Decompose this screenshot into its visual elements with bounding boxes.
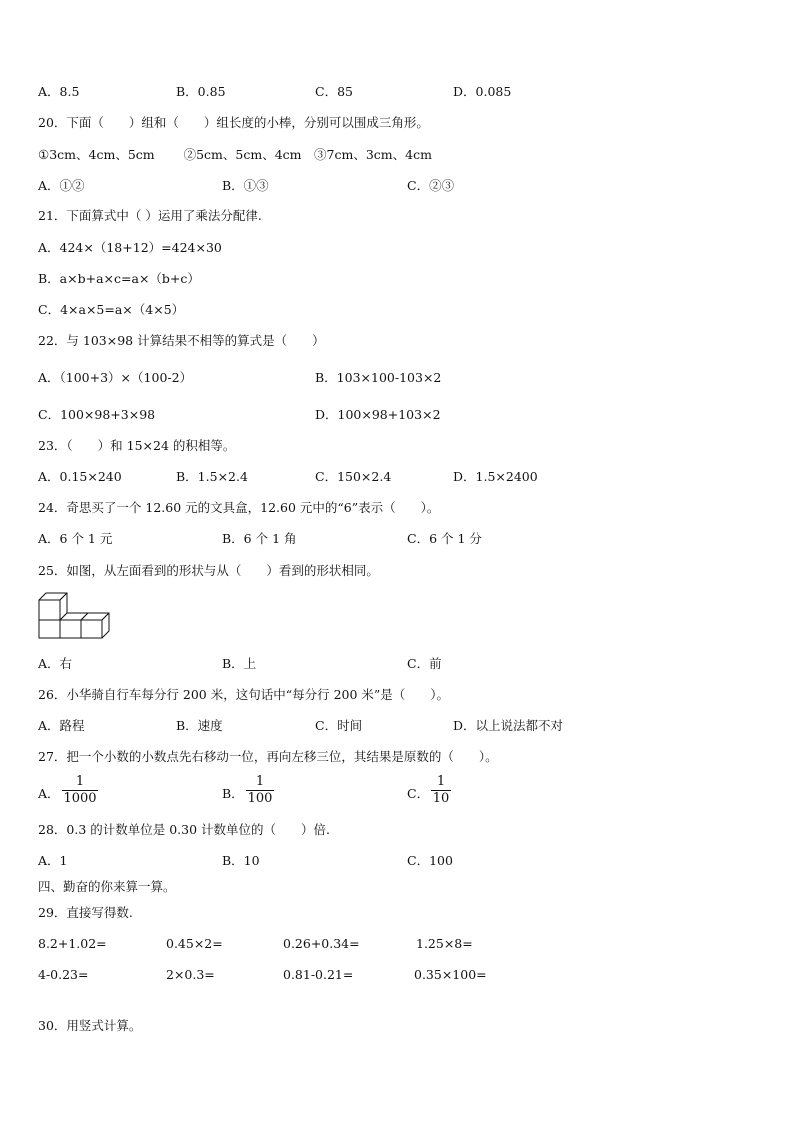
q29-problem: 0.35×100= (414, 967, 487, 982)
q27-option-b-fraction (246, 775, 274, 806)
fraction-denominator: 100 (247, 791, 273, 806)
q26-stem: 26．小华骑自行车每分行 200 米，这句话中“每分行 200 米”是（ ）。 (38, 687, 450, 702)
q21-option-b: B．a×b+a×c=a×（b+c） (38, 271, 200, 286)
cube-bottom-2 (60, 620, 81, 638)
q23-option-b: B．1.5×2.4 (176, 469, 248, 484)
q21-option-c: C．4×a×5=a×（4×5） (38, 302, 185, 317)
q23-option-a: A．0.15×240 (38, 469, 122, 484)
fraction-denominator: 10 (432, 791, 450, 806)
q24-option-a: A．6 个 1 元 (38, 531, 113, 546)
q20-groups: ①3cm、4cm、5cm ②5cm、5cm、4cm ③7cm、3cm、4cm (38, 147, 432, 162)
q27-option-a-fraction (62, 775, 98, 806)
q27-stem: 27．把一个小数的小数点先右移动一位，再向左移三位，其结果是原数的（ ）。 (38, 749, 498, 764)
q22-option-b: B．103×100-103×2 (315, 370, 442, 385)
q25-option-c: C．前 (407, 656, 442, 671)
q29-stem: 29．直接写得数. (38, 905, 133, 920)
q24-option-c: C．6 个 1 分 (407, 531, 482, 546)
q19-option-a: A．8.5 (38, 84, 80, 99)
q29-problem: 8.2+1.02= (38, 936, 107, 951)
q23-stem: 23．（ ）和 15×24 的积相等。 (38, 438, 236, 453)
q21-stem: 21．下面算式中（ ）运用了乘法分配律. (38, 208, 262, 223)
q29-problem: 1.25×8= (416, 936, 473, 951)
cube-bottom-1 (39, 620, 60, 638)
q23-option-d: D．1.5×2400 (453, 469, 538, 484)
cube-stack-figure (38, 592, 114, 640)
fraction-denominator: 1000 (63, 791, 97, 806)
q28-option-c: C．100 (407, 853, 453, 868)
q23-option-c: C．150×2.4 (315, 469, 392, 484)
q27-option-a-label: A． (38, 786, 60, 801)
q22-stem: 22．与 103×98 计算结果不相等的算式是（ ） (38, 333, 325, 348)
q20-option-b: B．①③ (222, 178, 269, 193)
q20-option-a: A．①② (38, 178, 85, 193)
q25-option-a: A．右 (38, 656, 73, 671)
q28-option-b: B．10 (222, 853, 260, 868)
q24-stem: 24．奇思买了一个 12.60 元的文具盒，12.60 元中的“6”表示（ ）。 (38, 500, 440, 515)
q26-option-d: D．以上说法都不对 (453, 718, 564, 733)
q19-option-d: D．0.085 (453, 84, 512, 99)
q26-option-c: C．时间 (315, 718, 363, 733)
q25-option-b: B．上 (222, 656, 257, 671)
q22-option-d: D．100×98+103×2 (315, 407, 441, 422)
q19-option-b: B．0.85 (176, 84, 226, 99)
q29-problem: 0.81-0.21= (283, 967, 354, 982)
q24-option-b: B．6 个 1 角 (222, 531, 297, 546)
fraction-numerator: 1 (436, 774, 446, 789)
q22-option-a: A．（100+3）×（100-2） (38, 370, 193, 385)
fraction-numerator: 1 (75, 774, 85, 789)
q28-stem: 28．0.3 的计数单位是 0.30 计数单位的（ ）倍. (38, 822, 331, 837)
q20-stem: 20．下面（ ）组和（ ）组长度的小棒，分别可以围成三角形。 (38, 115, 429, 130)
q29-problem: 0.45×2= (166, 936, 223, 951)
cube-top-front (39, 600, 60, 620)
q27-option-c-fraction (431, 775, 451, 806)
q20-option-c: C．②③ (407, 178, 455, 193)
q22-option-c: C．100×98+3×98 (38, 407, 156, 422)
q25-stem: 25．如图，从左面看到的形状与从（ ）看到的形状相同。 (38, 563, 379, 578)
q27-option-b-label: B． (222, 786, 244, 801)
q29-problem: 4-0.23= (38, 967, 89, 982)
q27-option-c-label: C． (407, 786, 430, 801)
q29-problem: 2×0.3= (166, 967, 215, 982)
fraction-numerator: 1 (255, 774, 265, 789)
q29-problem: 0.26+0.34= (283, 936, 360, 951)
q28-option-a: A．1 (38, 853, 68, 868)
section-heading: 四、勤奋的你来算一算。 (38, 879, 176, 894)
q21-option-a: A．424×（18+12）=424×30 (38, 240, 222, 255)
q26-option-b: B．速度 (176, 718, 223, 733)
cube-bottom-3 (81, 620, 102, 638)
q30-stem: 30．用竖式计算。 (38, 1018, 142, 1033)
q19-option-c: C．85 (315, 84, 353, 99)
q26-option-a: A．路程 (38, 718, 85, 733)
